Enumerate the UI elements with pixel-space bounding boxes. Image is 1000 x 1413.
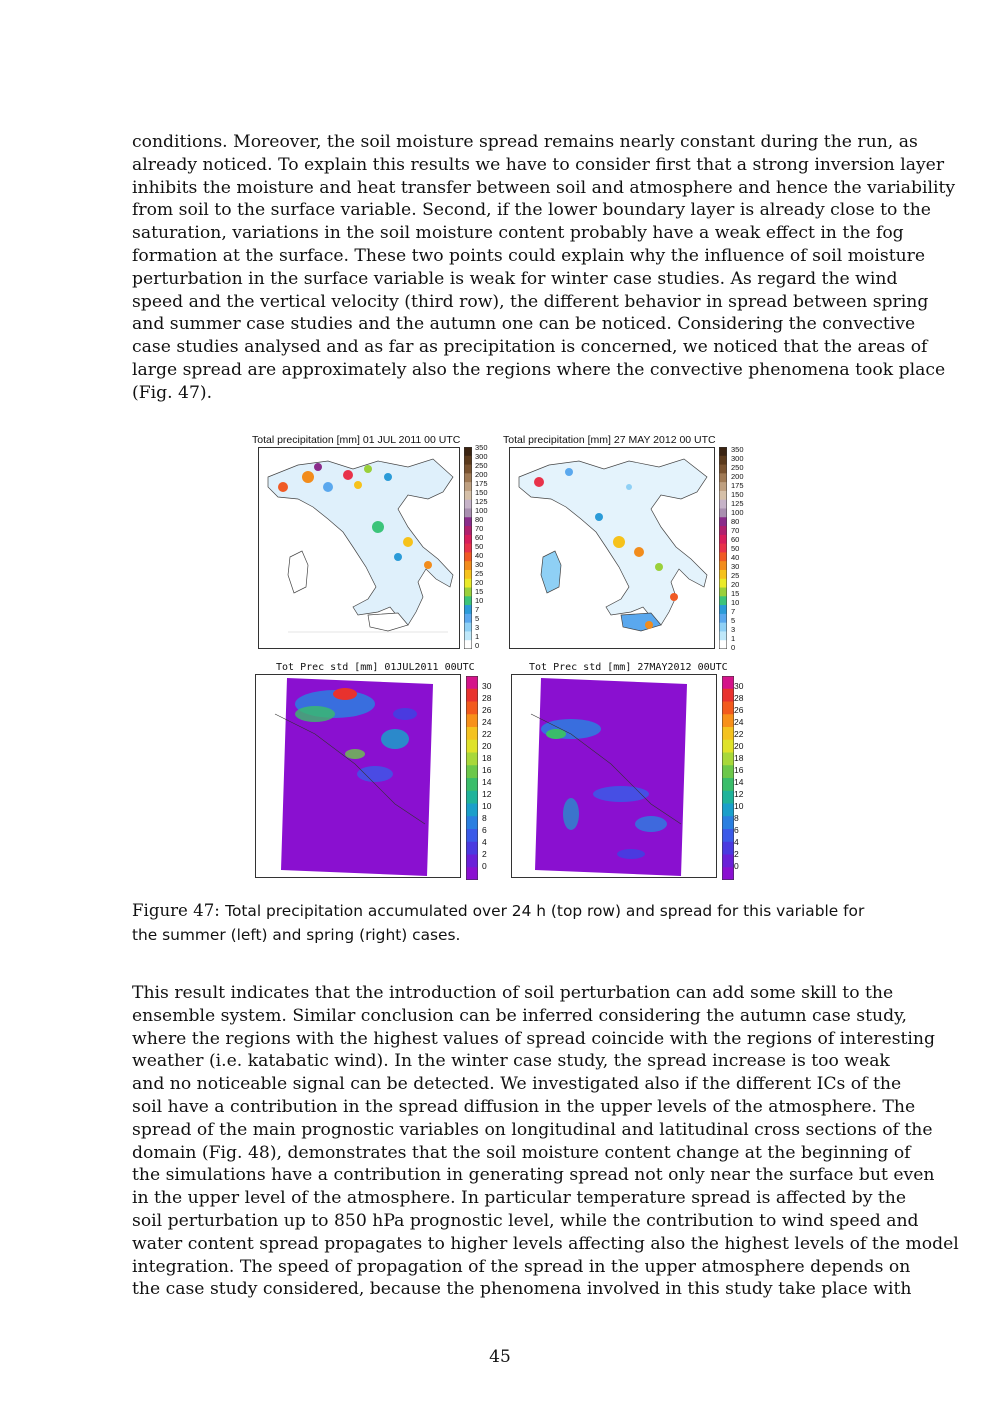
colorbar-swatch [466,702,478,715]
colorbar-swatch [466,829,478,842]
colorbar-swatch [466,778,478,791]
tick-label: 24 [734,717,744,727]
tick-label: 80 [475,515,484,524]
text-line: This result indicates that the introduction of soil perturbation can add some skill to the [132,983,894,1003]
text-line: saturation, variations in the soil moisture content probably have a weak effect in the fog [132,223,904,244]
tick-label: 20 [475,578,484,587]
text-line: and summer case studies and the autumn one can be noticed. Considering the convective [132,314,916,335]
tick-label: 6 [734,825,739,835]
panel-title-precip-may2012: Total precipitation [mm] 27 MAY 2012 00 UTC [503,434,716,446]
tick-label: 50 [731,544,740,553]
panel-title-std-may2012: Tot Prec std [mm] 27MAY2012 00UTC [529,662,728,673]
text-line: the simulations have a contribution in generating spread not only near the surface but even [132,1165,935,1186]
tick-label: 30 [734,681,744,691]
tick-label: 175 [731,481,744,490]
tick-label: 1 [475,632,480,641]
text-line: spread of the main prognostic variables on longitudinal and latitudinal cross sections of the [132,1119,933,1140]
panel-title-precip-jul2011: Total precipitation [mm] 01 JUL 2011 00 UTC [252,434,461,446]
colorbar-swatch [722,689,734,702]
colorbar-swatch [464,508,472,517]
tick-label: 26 [734,705,744,715]
colorbar-swatch [466,867,478,880]
colorbar-swatch [719,500,727,509]
tick-label: 16 [734,765,744,775]
tick-label: 2 [734,849,739,859]
colorbar-swatch [464,482,472,491]
colorbar-swatch [464,456,472,465]
tick-label: 300 [731,454,744,463]
tick-label: 5 [731,616,736,625]
tick-label: 10 [731,598,740,607]
text-line: in the upper level of the atmosphere. In particular temperature spread is affected by the [132,1188,907,1209]
tick-label: 22 [482,729,492,739]
text-line: from soil to the surface variable. Second, if the lower boundary layer is already close to the [132,200,931,221]
colorbar-swatch [719,535,727,544]
tick-label: 70 [475,524,484,533]
tick-label: 16 [482,765,492,775]
colorbar-swatch [464,596,472,605]
colorbar-swatch [464,570,472,579]
colorbar-swatch [719,552,727,561]
colorbar-swatch [466,740,478,753]
colorbar-swatch [719,640,727,649]
colorbar-swatch [722,855,734,868]
colorbar-swatch [719,508,727,517]
tick-label: 22 [734,729,744,739]
text-line: speed and the vertical velocity (third row), the different behavior in spread between spring [132,291,929,312]
tick-label: 20 [731,580,740,589]
colorbar-swatch [719,473,727,482]
tick-label: 12 [482,789,492,799]
colorbar-swatch [466,727,478,740]
tick-label: 10 [482,801,492,811]
colorbar-swatch [719,570,727,579]
colorbar-swatch [722,740,734,753]
colorbar-swatch [466,689,478,702]
colorbar-swatch [719,631,727,640]
colorbar-swatch [719,544,727,553]
colorbar-swatch [719,465,727,474]
text-line: where the regions with the highest values of spread coincide with the regions of interesting [132,1028,935,1049]
tick-label: 200 [731,472,744,481]
tick-label: 8 [482,813,487,823]
tick-label: 20 [482,741,492,751]
panel-title-std-jul2011: Tot Prec std [mm] 01JUL2011 00UTC [276,662,475,673]
tick-label: 70 [731,526,740,535]
text-line: the case study considered, because the phenomena involved in this study take place with [132,1279,912,1300]
colorbar-swatch [719,482,727,491]
colorbar-swatch [722,714,734,727]
text-line: large spread are approximately also the regions where the convective phenomena took place [132,359,946,380]
colorbar-swatch [719,596,727,605]
tick-label: 24 [482,717,492,727]
colorbar-swatch [464,561,472,570]
colorbar-swatch [719,623,727,632]
colorbar-precip-jul2011 [464,447,472,649]
tick-label: 40 [731,553,740,562]
tick-label: 0 [482,861,487,871]
colorbar-swatch [719,517,727,526]
colorbar-swatch [466,765,478,778]
tick-label: 2 [482,849,487,859]
body-paragraph-2 [132,982,959,1301]
colorbar-swatch [466,753,478,766]
tick-label: 3 [475,623,480,632]
colorbar-swatch [464,465,472,474]
tick-label: 250 [731,463,744,472]
colorbar-swatch [722,842,734,855]
tick-label: 125 [731,499,744,508]
body-paragraph-1 [132,131,956,405]
text-line: (Fig. 47). [132,382,213,403]
colorbar-swatch [722,804,734,817]
tick-label: 6 [482,825,487,835]
tick-label: 1 [731,634,736,643]
colorbar-swatch [466,791,478,804]
tick-label: 10 [475,596,484,605]
tick-label: 175 [475,479,488,488]
tick-label: 0 [734,861,739,871]
tick-label: 150 [475,488,488,497]
text-line: conditions. Moreover, the soil moisture spread remains nearly constant during the run, as [132,132,918,152]
tick-label: 10 [734,801,744,811]
tick-label: 8 [734,813,739,823]
tick-label: 14 [482,777,492,787]
tick-label: 3 [731,625,736,634]
colorbar-swatch [464,579,472,588]
tick-label: 26 [482,705,492,715]
tick-label: 200 [475,470,488,479]
tick-label: 30 [475,560,484,569]
colorbar-swatch [722,702,734,715]
colorbar-swatch [464,517,472,526]
colorbar-swatch [466,804,478,817]
text-line: water content spread propagates to higher levels affecting also the highest levels of the model [132,1233,959,1254]
tick-label: 0 [475,641,480,650]
text-line: soil perturbation up to 850 hPa prognostic level, while the contribution to wind speed and [132,1210,919,1231]
colorbar-swatch [722,727,734,740]
text-line: domain (Fig. 48), demonstrates that the soil moisture content change at the beginning of [132,1142,911,1163]
map-std-may2012 [511,674,717,878]
tick-label: 350 [475,443,488,452]
tick-label: 150 [731,490,744,499]
colorbar-swatch [464,614,472,623]
text-line: formation at the surface. These two points could explain why the influence of soil moisture [132,245,926,266]
caption-text: Total precipitation accumulated over 24 h (top row) and spread for this variable for the summer (left) and spring (right) cases. [132,902,865,944]
tick-label: 25 [731,571,740,580]
colorbar-swatch [722,816,734,829]
tick-label: 250 [475,461,488,470]
tick-label: 28 [734,693,744,703]
text-line: and no noticeable signal can be detected. We investigated also if the different ICs of the [132,1074,902,1095]
tick-label: 15 [731,589,740,598]
tick-label: 7 [731,607,736,616]
colorbar-swatch [719,561,727,570]
tick-label: 28 [482,693,492,703]
tick-label: 4 [734,837,739,847]
colorbar-swatch [464,623,472,632]
tick-label: 12 [734,789,744,799]
tick-label: 40 [475,551,484,560]
tick-label: 100 [475,506,488,515]
colorbar-swatch [722,829,734,842]
colorbar-swatch [719,447,727,456]
colorbar-swatch [722,765,734,778]
text-line: already noticed. To explain this results we have to consider first that a strong inversion layer [132,154,945,175]
colorbar-swatch [722,791,734,804]
tick-label: 60 [475,533,484,542]
tick-label: 30 [482,681,492,691]
colorbar-swatch [722,867,734,880]
colorbar-std-jul2011 [466,676,478,880]
tick-label: 100 [731,508,744,517]
colorbar-swatch [719,605,727,614]
tick-label: 50 [475,542,484,551]
colorbar-precip-may2012 [719,447,727,649]
colorbar-swatch [719,579,727,588]
tick-label: 20 [734,741,744,751]
tick-label: 350 [731,445,744,454]
colorbar-swatch [719,526,727,535]
colorbar-swatch [719,491,727,500]
tick-label: 0 [731,643,736,652]
figure-caption [132,899,872,947]
colorbar-swatch [722,778,734,791]
colorbar-swatch [464,552,472,561]
colorbar-swatch [722,753,734,766]
tick-label: 7 [475,605,480,614]
tick-label: 30 [731,562,740,571]
colorbar-swatch [464,500,472,509]
colorbar-swatch [464,473,472,482]
tick-label: 80 [731,517,740,526]
colorbar-swatch [464,535,472,544]
text-line: inhibits the moisture and heat transfer between soil and atmosphere and hence the variability [132,177,956,198]
colorbar-swatch [464,588,472,597]
tick-label: 25 [475,569,484,578]
colorbar-swatch [464,491,472,500]
tick-label: 60 [731,535,740,544]
colorbar-swatch [464,544,472,553]
colorbar-swatch [464,526,472,535]
tick-label: 125 [475,497,488,506]
text-line: integration. The speed of propagation of the spread in the upper atmosphere depends on [132,1256,911,1277]
colorbar-std-may2012 [722,676,734,880]
colorbar-swatch [464,640,472,649]
colorbar-swatch [719,588,727,597]
colorbar-swatch [466,816,478,829]
tick-label: 14 [734,777,744,787]
text-line: ensemble system. Similar conclusion can be inferred considering the autumn case study, [132,1005,907,1026]
tick-label: 300 [475,452,488,461]
colorbar-swatch [719,614,727,623]
map-precip-jul2011 [258,447,460,649]
map-std-jul2011 [255,674,461,878]
colorbar-swatch [464,447,472,456]
tick-label: 5 [475,614,480,623]
text-line: case studies analysed and as far as precipitation is concerned, we noticed that the areas of [132,337,928,358]
colorbar-swatch [466,855,478,868]
colorbar-swatch [466,676,478,689]
colorbar-swatch [466,842,478,855]
caption-label: Figure 47: [132,901,220,920]
text-line: soil have a contribution in the spread diffusion in the upper levels of the atmosphere. The [132,1096,916,1117]
text-line: weather (i.e. katabatic wind). In the winter case study, the spread increase is too weak [132,1051,890,1072]
page-number: 45 [489,1347,511,1367]
colorbar-swatch [464,605,472,614]
colorbar-swatch [464,631,472,640]
colorbar-swatch [719,456,727,465]
colorbar-swatch [466,714,478,727]
tick-label: 18 [482,753,492,763]
tick-label: 4 [482,837,487,847]
tick-label: 18 [734,753,744,763]
colorbar-swatch [722,676,734,689]
tick-label: 15 [475,587,484,596]
text-line: perturbation in the surface variable is weak for winter case studies. As regard the wind [132,268,898,289]
map-precip-may2012 [509,447,715,649]
